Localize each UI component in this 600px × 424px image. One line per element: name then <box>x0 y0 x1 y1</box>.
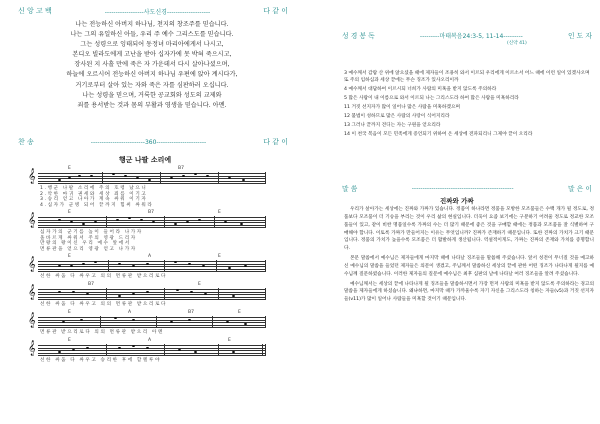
verse: 12 불법이 성하므로 많은 사람의 사랑이 식어지리라 <box>344 114 450 119</box>
music-staff <box>28 213 266 230</box>
sermon-preacher: 말 은 이 <box>567 185 592 193</box>
hymn-number-line: -------------------------360----------------------- <box>90 138 207 146</box>
verse: 11 거짓 선지자가 많이 일어나 많은 사람을 미혹하겠으며 <box>344 105 461 110</box>
score-system <box>28 254 266 280</box>
hymn-number: 360 <box>144 138 157 146</box>
chord-symbol: B7 <box>88 282 94 287</box>
score-system <box>28 282 266 308</box>
chord-symbol: E <box>68 166 71 171</box>
treble-clef-icon: 𝄞 <box>28 285 36 300</box>
music-staff <box>28 341 266 358</box>
lyric-line: 올바르게 싸워서 주의 영광 드리자 <box>40 235 137 241</box>
verse: 13 그러나 끝까지 견디는 자는 구원을 얻으리라 <box>344 123 441 128</box>
chord-symbol: A <box>128 310 132 315</box>
chord-symbol: E <box>68 310 71 315</box>
chord-symbol: A <box>148 254 152 259</box>
creed-line: 그는 성령으로 잉태되어 동정녀 마리아에게서 나시고, <box>80 41 224 49</box>
scripture-verses <box>344 70 594 140</box>
music-staff <box>28 313 266 330</box>
verse: 14 이 천국 복음이 모든 민족에게 증언되기 위하여 온 세상에 전파되리니 그제야 끝이 오리라 <box>344 132 533 137</box>
lyric-line: 만왕의 왕이신 우리 예수 앞에서 <box>40 241 131 247</box>
sermon-paragraph: 우리가 살아가는 세상에는 진짜와 가짜가 있습니다. 정품이 하나라면 정품을 모방한 모조품들은 수백 개가 될 정도로, 정품보다 모조품이 더 기승을 부리는 것이 우리 삶의 현실입니다. 더욱이 요즘 보기에는 구분하기 어려울 정도로 정교한 모조품들이 있고, 같이 비싼 명품일수록 가짜의 수는 더 많기 때문에 좋은 것을 구매할 때에는 정품과 모조품을 잘 식별하여 구매해야 합니다. 이토록 가짜가 만들어지는 이유는 무엇입니까? 진짜가 존재하기 때문입니다. 또한 진짜의 가치가 크기 때문입니다. 정품의 가치가 높을수록 모조품은 더 활발하게 생산됩니다. 역설적이게도, 가짜는 진짜의 존재와 가치를 증명합니다. <box>344 207 594 252</box>
music-staff <box>28 285 266 302</box>
creed-line: 나는 그의 유일하신 아들, 우리 주 예수 그리스도를 믿습니다. <box>70 31 234 39</box>
apostles-creed <box>18 20 286 111</box>
creed-reference-line: ------------------사도신경-------------------- <box>104 8 211 16</box>
creed-line: 하늘에 오르시어 전능하신 아버지 하나님 우편에 앉아 계시다가, <box>66 71 238 79</box>
scripture-page-ref: (신약 41) <box>507 41 527 46</box>
creed-leader: 다 같 이 <box>263 7 288 15</box>
music-staff <box>28 169 266 186</box>
treble-clef-icon: 𝄞 <box>28 313 36 328</box>
lyric-line: 3.승리 얻고 나아가 계속 싸워 이기자 <box>40 197 148 203</box>
scripture-reference-line: ---------마태복음24:3-5, 11-14--------- <box>419 32 523 40</box>
lyric-line: 십자가의 군기를 높이 들어라 나가자 <box>40 230 143 235</box>
treble-clef-icon: 𝄞 <box>28 341 36 356</box>
sermon-header <box>342 183 592 193</box>
creed-reference: 사도신경 <box>143 8 167 16</box>
hymn-leader: 다 같 이 <box>263 138 288 146</box>
chord-symbol: A <box>148 338 152 343</box>
chord-symbol: E <box>68 338 71 343</box>
chord-symbol: E <box>68 254 71 259</box>
creed-line: 본디오 빌라도에게 고난을 받아 십자가에 못 박혀 죽으시고, <box>72 51 232 59</box>
chord-symbol: E <box>218 210 221 215</box>
creed-line: 나는 전능하신 아버지 하나님, 천지의 창조주를 믿습니다. <box>75 21 229 28</box>
lyric-line: 선한 싸움 다 싸우고 의의 면류관 받으리로다 <box>40 302 168 307</box>
lyric-line: 면류관을 얻으리 영광 얻고 나가자 <box>40 246 137 252</box>
hymn-title: 행군 나팔 소리에 <box>118 156 172 164</box>
lyric-line: 1.행군 나팔 소리에 주의 호령 났으니 <box>40 186 148 191</box>
scripture-reader: 인 도 자 <box>567 32 592 40</box>
chord-symbol: E <box>68 210 71 215</box>
treble-clef-icon: 𝄞 <box>28 169 36 184</box>
creed-line: 거기로부터 살아 있는 자와 죽은 자를 심판하러 오십니다. <box>75 81 229 89</box>
lyric-line: 4.십자가 군병 되어 끝까지 힘써 싸워라 <box>40 202 154 208</box>
score-system <box>28 310 266 336</box>
verse: 4 예수께서 대답하여 이르시되 너희가 사람의 미혹을 받지 않도록 주의하라 <box>344 87 497 92</box>
hymn-header <box>18 137 288 147</box>
score-system <box>28 166 266 208</box>
sermon-paragraph: 예수님께서는 세상의 끝에 나타나게 될 징조들을 말씀하시면서 가장 먼저 사람의 미혹을 받지 않도록 주의하라는 경고의 말씀을 제자들에게 하셨습니다. 왜냐하면, 마지막 때가 가까울수록 자기 자신을 그리스도라 칭하는 자들(v5)과 거짓 선지자들(v11)가 많이 일어나 사람들을 미혹할 것이기 때문입니다. <box>344 281 594 303</box>
verse: 3 예수께서 감람 산 위에 앉으셨을 때에 제자들이 조용히 와서 이르되 우리에게 이르소서 어느 때에 이런 일이 있겠사오며 또 주의 임하심과 세상 끝에는 무슨 징조가 있사오리이까 <box>344 71 590 83</box>
lyric-line: 선한 싸움 다 싸우고 승리한 후에 할렐루야 <box>40 358 162 363</box>
creed-line: 장사된 지 사흘 만에 죽은 자 가운데서 다시 살아나셨으며, <box>74 61 230 69</box>
sermon-label: 말 씀 <box>342 185 358 193</box>
lyric-line: 선한 싸움 다 싸우고 의의 면류관 받으리로다 <box>40 274 168 279</box>
music-staff <box>28 257 266 274</box>
right-page <box>300 0 600 424</box>
sermon-header-line: ----------------------------------------------- <box>411 184 514 192</box>
lyric-line: 2.악한 마귀 권세와 세상 죄를 이기고 <box>40 191 148 197</box>
treble-clef-icon: 𝄞 <box>28 213 36 228</box>
lyric-line: 면류관 받으리로다 의의 면류관 받으리 아멘 <box>40 330 164 335</box>
sermon-body <box>344 206 594 306</box>
creed-header <box>18 6 288 16</box>
creed-line: 죄를 용서받는 것과 몸의 부활과 영생을 믿습니다. 아멘. <box>77 101 227 109</box>
creed-line: 나는 성령을 믿으며, 거룩한 공교회와 성도의 교제와 <box>82 91 222 99</box>
chord-symbol: B7 <box>178 166 184 171</box>
treble-clef-icon: 𝄞 <box>28 257 36 272</box>
chord-symbol: B7 <box>188 310 194 315</box>
score-system <box>28 210 266 252</box>
scripture-label: 성 경 봉 독 <box>342 32 375 40</box>
creed-label: 신 앙 고 백 <box>18 7 52 15</box>
verse: 5 많은 사람이 내 이름으로 와서 이르되 나는 그리스도라 하여 많은 사람을 미혹하리라 <box>344 96 519 101</box>
chord-symbol: B7 <box>148 210 154 215</box>
chord-symbol: E <box>218 254 221 259</box>
chord-symbol: E <box>238 310 241 315</box>
scripture-header <box>342 30 592 40</box>
chord-symbol: E <box>198 282 201 287</box>
scripture-reference: 마태복음24:3-5, 11-14 <box>439 32 504 40</box>
sermon-title: 진짜와 가짜 <box>440 197 474 205</box>
chord-symbol: E <box>228 338 231 343</box>
sermon-paragraph: 본문 말씀에서 예수님은 제자들에게 마지막 때에 나타날 징조들을 말씀해 주셨습니다. 앞서 성전이 무너질 것을 예고하신 예수님의 말씀을 들었던 제자들은 의문이 생겼고, 주님께서 말씀하신 세상의 끝에 관한 어떤 징조가 나타나게 될지를 예수님께 질문하였습니다. 이러한 제자들의 질문에 예수님은 최후 심판의 날에 나타날 여러 징조들을 알려 주셨습니다. <box>344 256 594 277</box>
score-system <box>28 338 266 364</box>
hymn-label: 찬 송 <box>18 138 34 146</box>
